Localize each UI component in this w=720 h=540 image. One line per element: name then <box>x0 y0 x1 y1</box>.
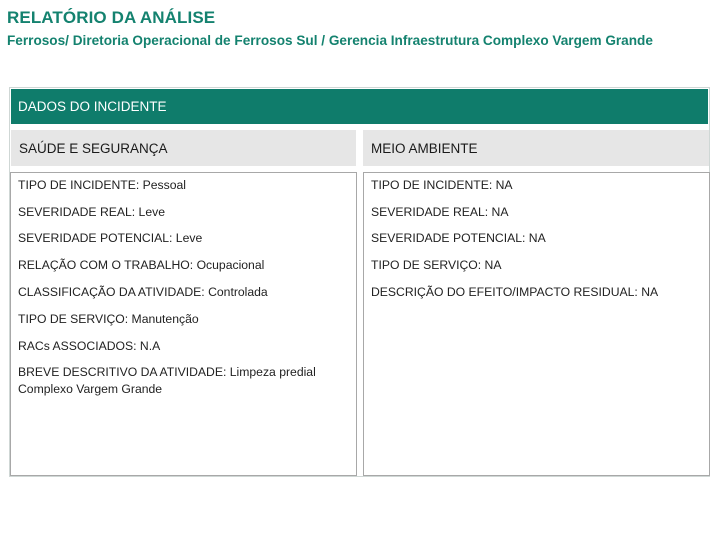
env-real-severity: SEVERIDADE REAL: NA <box>371 205 509 219</box>
report-subtitle: Ferrosos/ Diretoria Operacional de Ferrosos Sul / Gerencia Infraestrutura Complexo Vargem Grande <box>7 33 653 48</box>
env-incident-type: TIPO DE INCIDENTE: NA <box>371 178 513 192</box>
hs-associated-racs: RACs ASSOCIADOS: N.A <box>18 339 161 353</box>
section-header-incident-data: DADOS DO INCIDENTE <box>11 89 708 124</box>
env-residual-effect: DESCRIÇÃO DO EFEITO/IMPACTO RESIDUAL: NA <box>371 285 659 299</box>
hs-real-severity: SEVERIDADE REAL: Leve <box>18 205 165 219</box>
hs-potential-severity: SEVERIDADE POTENCIAL: Leve <box>18 231 203 245</box>
hs-activity-description-line1: BREVE DESCRITIVO DA ATIVIDADE: Limpeza predial <box>18 365 316 379</box>
health-safety-header: SAÚDE E SEGURANÇA <box>11 130 356 166</box>
env-service-type: TIPO DE SERVIÇO: NA <box>371 258 502 272</box>
hs-service-type: TIPO DE SERVIÇO: Manutenção <box>18 312 199 326</box>
environment-header: MEIO AMBIENTE <box>363 130 709 166</box>
hs-incident-type: TIPO DE INCIDENTE: Pessoal <box>18 178 186 192</box>
hs-work-relation: RELAÇÃO COM O TRABALHO: Ocupacional <box>18 258 265 272</box>
hs-activity-classification: CLASSIFICAÇÃO DA ATIVIDADE: Controlada <box>18 285 268 299</box>
report-title: RELATÓRIO DA ANÁLISE <box>7 8 216 27</box>
hs-activity-description-line2: Complexo Vargem Grande <box>18 382 163 396</box>
env-potential-severity: SEVERIDADE POTENCIAL: NA <box>371 231 546 245</box>
